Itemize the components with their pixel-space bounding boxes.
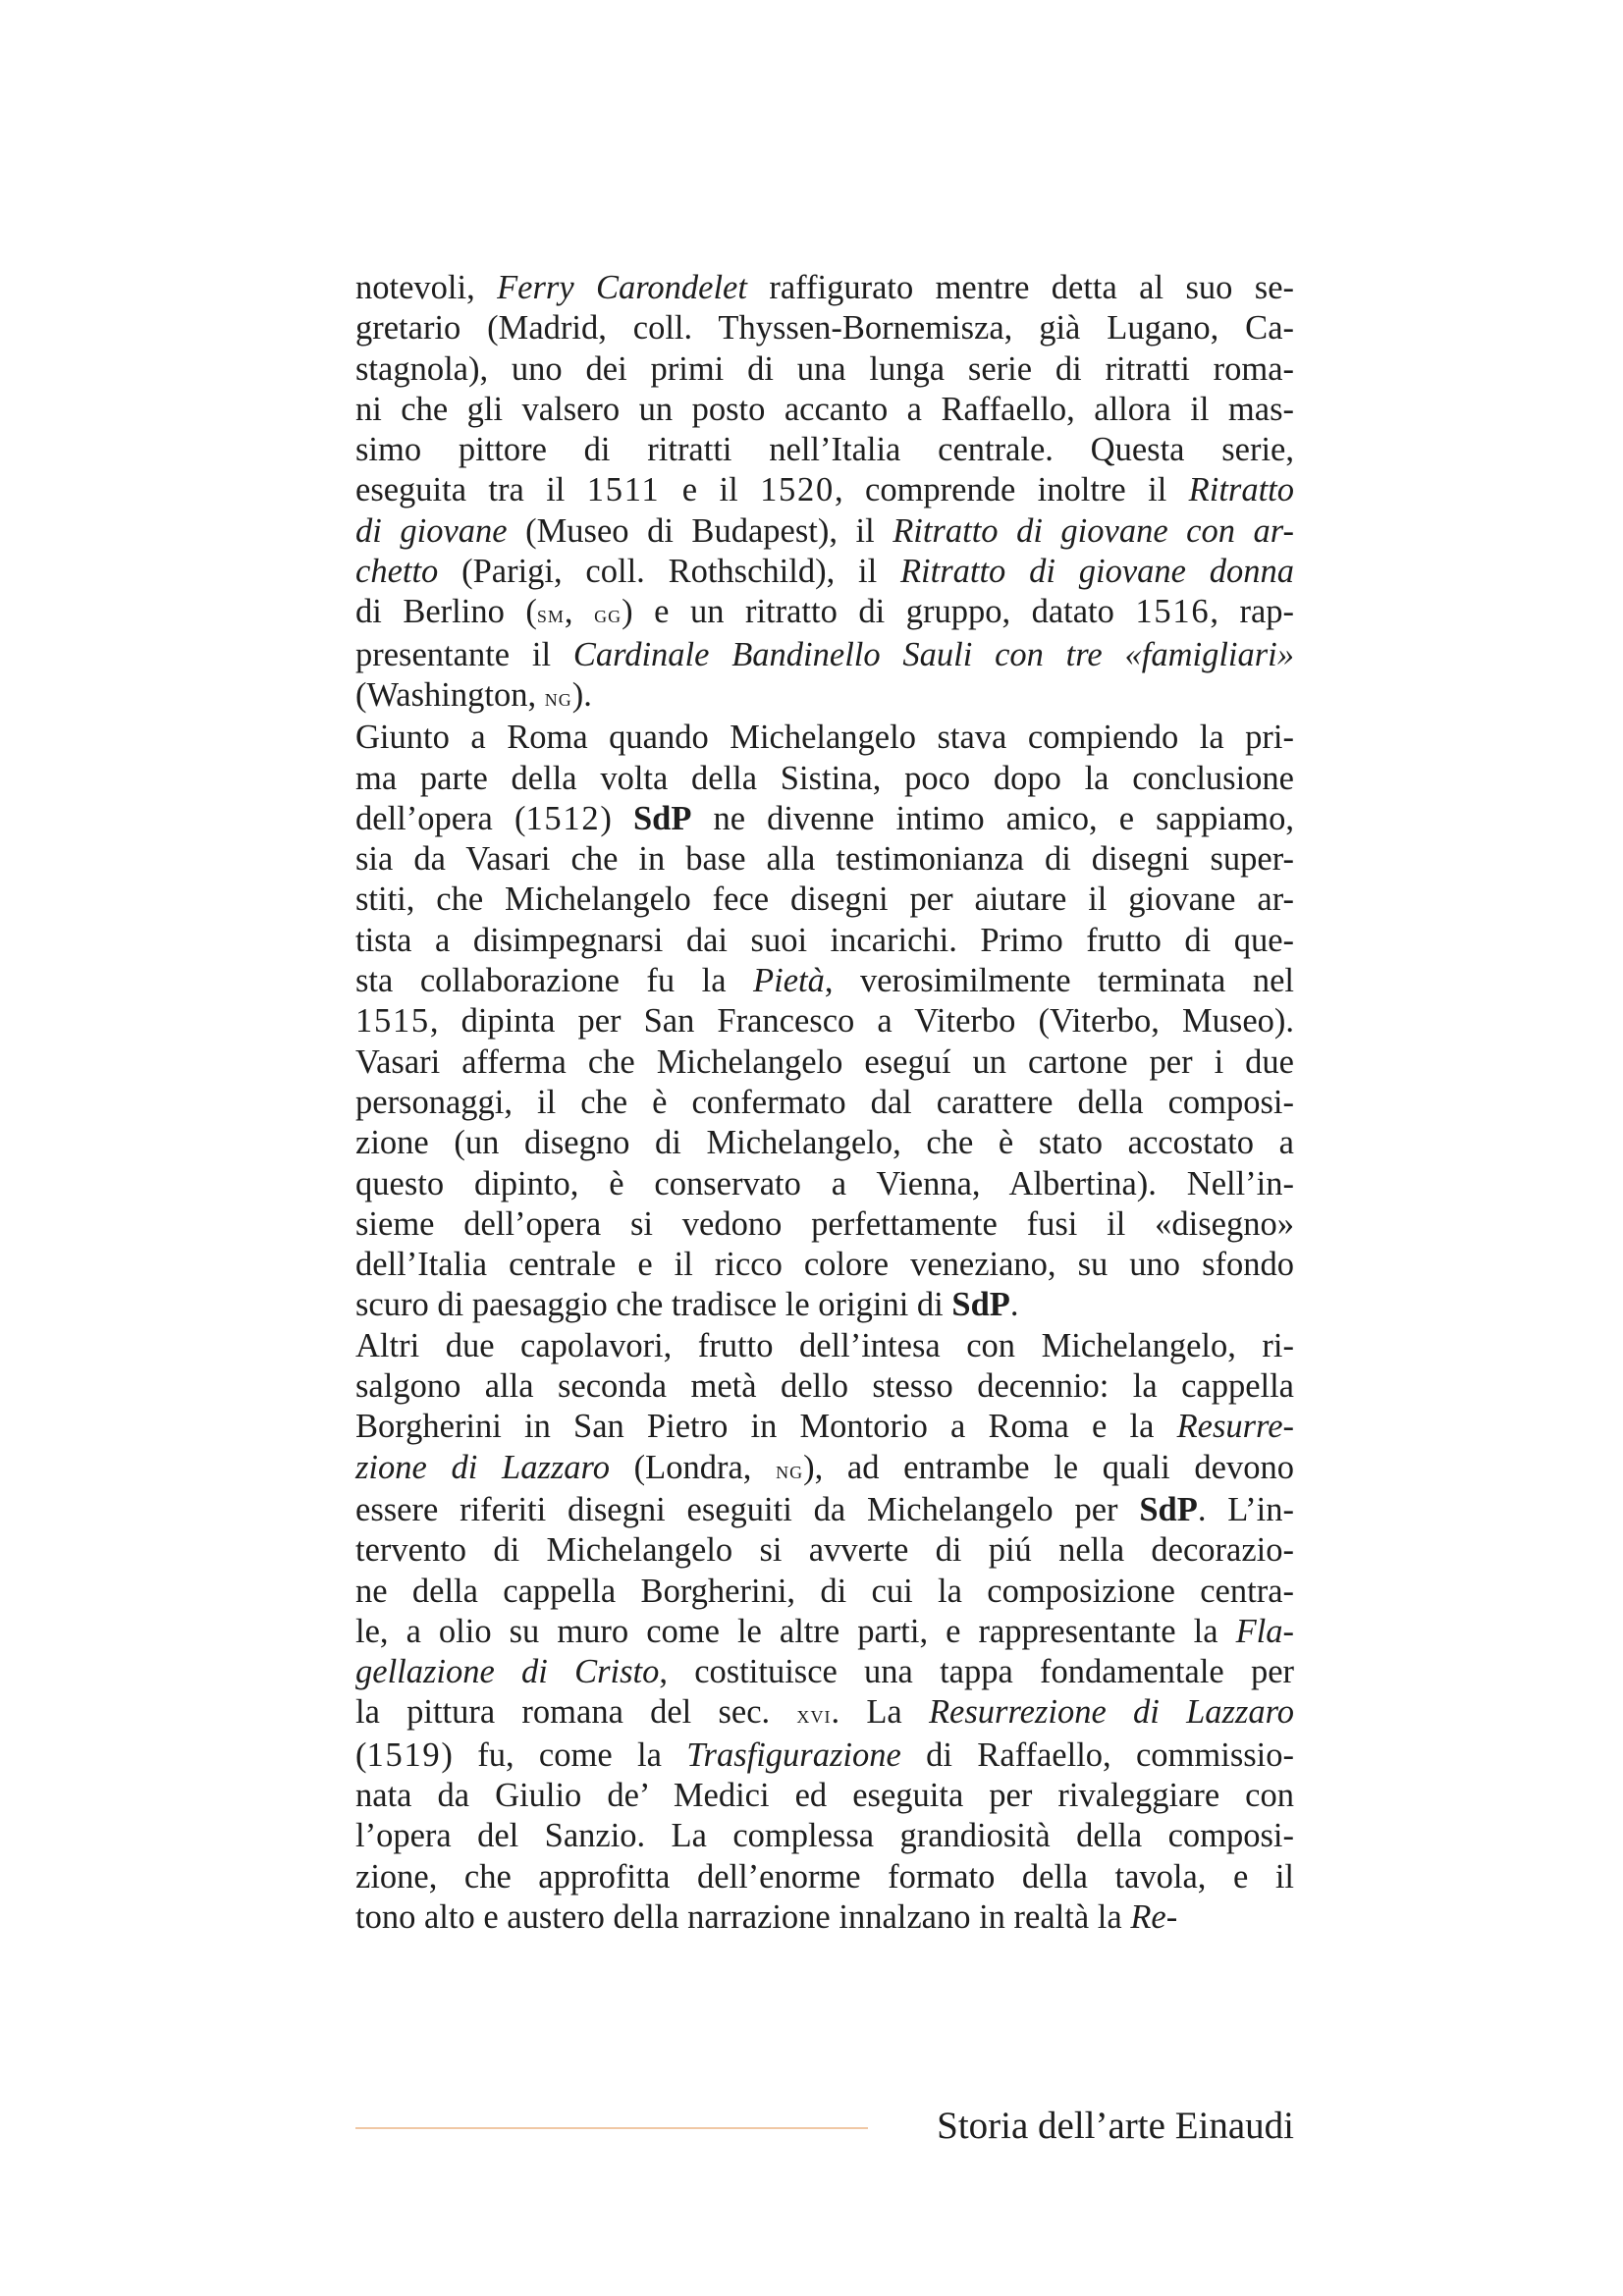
text-line — [355, 880, 1294, 920]
text-run: . — [1009, 1286, 1019, 1324]
text-run: , rap- — [1210, 593, 1294, 631]
text-run: Altri due capolavori, frutto dell’intesa con Michelangelo, ri- — [355, 1326, 1294, 1364]
footer-rule — [355, 2127, 868, 2129]
text-line — [355, 268, 1294, 308]
text-run: 1520 — [760, 471, 835, 509]
text-run: dell’Italia centrale e il ricco colore veneziano, su uno sfondo — [355, 1246, 1294, 1284]
text-line — [355, 430, 1294, 470]
italic-run: di giovane — [355, 511, 508, 550]
text-run: simo pittore di ritratti nell’Italia centrale. Questa serie, — [355, 431, 1294, 469]
text-run: , dipinta per San Francesco a Viterbo (Viterbo, Museo). — [429, 1002, 1294, 1041]
bold-run: SdP — [1139, 1490, 1198, 1528]
text-run: 1516 — [1135, 593, 1211, 631]
text-line — [355, 1042, 1294, 1083]
text-run: . L’in- — [1197, 1490, 1294, 1528]
text-line — [355, 552, 1294, 592]
italic-run: Fla- — [1235, 1612, 1294, 1650]
text-run: ) fu, come la — [441, 1735, 687, 1774]
text-run: personaggi, il che è confermato dal carattere della composi- — [355, 1083, 1294, 1121]
text-run: la pittura romana del sec. — [355, 1693, 797, 1732]
italic-run: Pietà — [753, 962, 825, 1000]
bold-run: SdP — [632, 799, 692, 837]
text-run: e il — [660, 471, 761, 509]
bold-run: SdP — [951, 1286, 1010, 1324]
italic-run: Ritratto — [1188, 471, 1295, 509]
text-run: ne della cappella Borgherini, di cui la composizione centra- — [355, 1572, 1294, 1610]
text-run: (Washington, — [355, 675, 545, 714]
text-line — [355, 1123, 1294, 1163]
text-run: , comprende inoltre il — [834, 471, 1189, 509]
text-line — [355, 1776, 1294, 1816]
text-run: ) e un ritratto di gruppo, datato — [622, 593, 1136, 631]
text-line — [355, 1612, 1294, 1652]
italic-run: Resurre- — [1176, 1408, 1294, 1446]
text-line — [355, 1735, 1294, 1776]
text-run: scuro di paesaggio che tradisce le origini di — [355, 1286, 952, 1324]
text-run: 1519 — [366, 1735, 442, 1774]
text-run: zione (un disegno di Michelangelo, che è stato accostato a — [355, 1124, 1294, 1162]
italic-run: Resurrezione di Lazzaro — [928, 1693, 1295, 1732]
text-line — [355, 961, 1294, 1001]
text-line — [355, 675, 1294, 718]
text-line — [355, 470, 1294, 510]
text-line — [355, 1490, 1294, 1530]
text-line — [355, 635, 1294, 675]
text-run: ). — [571, 675, 592, 714]
text-run: di Raffaello, commissio- — [900, 1735, 1294, 1774]
text-line — [355, 511, 1294, 552]
italic-run: Ritratto di giovane con ar- — [893, 511, 1294, 550]
text-run: sm — [536, 600, 565, 629]
text-run: 1511 — [586, 471, 661, 509]
text-run: eseguita tra il — [355, 471, 587, 509]
text-line — [355, 1407, 1294, 1447]
text-run: sia da Vasari che in base alla testimonianza di disegni super- — [355, 840, 1294, 879]
text-run: (Museo di Budapest), il — [507, 511, 893, 550]
italic-run: Trasfigurazione — [686, 1735, 901, 1774]
text-run: notevoli, — [355, 269, 498, 306]
text-run: , verosimilmente terminata nel — [824, 962, 1294, 1000]
text-run: gg — [594, 600, 622, 629]
text-line — [355, 1164, 1294, 1204]
text-line — [355, 1204, 1294, 1245]
text-run: stiti, che Michelangelo fece disegni per aiutare il giovane ar- — [355, 881, 1294, 919]
text-line — [355, 1816, 1294, 1856]
text-run: sta collaborazione fu la — [355, 962, 754, 1000]
text-run: tista a disimpegnarsi dai suoi incarichi. Primo frutto di que- — [355, 921, 1294, 959]
text-run: , costituisce una tappa fondamentale per — [659, 1653, 1294, 1691]
text-line — [355, 759, 1294, 799]
italic-run: gellazione di Cristo — [355, 1653, 660, 1691]
italic-run: Cardinale Bandinello Sauli con tre «famigliari» — [572, 635, 1295, 673]
text-run: ng — [544, 682, 572, 712]
italic-run: Ferry Carondelet — [497, 269, 747, 306]
text-run: nata da Giulio de’ Medici ed eseguita per rivaleggiare con — [355, 1776, 1294, 1814]
italic-run: Ritratto di giovane donna — [899, 553, 1295, 591]
text-run: 1515 — [355, 1002, 430, 1041]
text-line — [355, 1530, 1294, 1571]
text-run: . La — [831, 1693, 929, 1732]
text-line — [355, 1001, 1294, 1041]
text-run: di Berlino ( — [355, 593, 537, 631]
text-run: ma parte della volta della Sistina, poco dopo la conclusione — [355, 759, 1294, 797]
italic-run: zione di Lazzaro — [355, 1448, 610, 1486]
text-run: tono alto e austero della narrazione innalzano in realtà la — [355, 1897, 1131, 1936]
text-run: ni che gli valsero un posto accanto a Raffaello, allora il mas- — [355, 390, 1294, 428]
text-line — [355, 308, 1294, 348]
text-line — [355, 718, 1294, 758]
text-run: stagnola), uno dei primi di una lunga serie di ritratti roma- — [355, 349, 1294, 388]
text-run: presentante il — [355, 635, 573, 673]
text-run: , — [564, 593, 595, 631]
text-run: zione, che approfitta dell’enorme formato della tavola, e il — [355, 1857, 1294, 1896]
text-run: Vasari afferma che Michelangelo eseguí un cartone per i due — [355, 1042, 1294, 1081]
text-run: dell’opera ( — [355, 799, 526, 837]
text-run: essere riferiti disegni eseguiti da Michelangelo per — [355, 1490, 1140, 1528]
text-run: ( — [355, 1735, 367, 1774]
text-run: xvi — [796, 1700, 832, 1730]
text-line — [355, 349, 1294, 390]
text-run: raffigurato mentre detta al suo se- — [746, 269, 1294, 306]
text-run: ), ad entrambe le quali devono — [803, 1448, 1294, 1486]
text-line — [355, 921, 1294, 961]
text-line — [355, 1326, 1294, 1366]
text-run: gretario (Madrid, coll. Thyssen-Bornemisza, già Lugano, Ca- — [355, 309, 1294, 347]
text-line — [355, 1652, 1294, 1692]
text-line — [355, 1572, 1294, 1612]
text-run: ne divenne intimo amico, e sappiamo, — [691, 799, 1294, 837]
text-line — [355, 592, 1294, 634]
text-run: questo dipinto, è conservato a Vienna, Albertina). Nell’in- — [355, 1164, 1294, 1202]
text-run: (Londra, — [609, 1448, 777, 1486]
body-text — [355, 268, 1294, 1938]
text-run: salgono alla seconda metà dello stesso decennio: la cappella — [355, 1367, 1294, 1406]
text-line — [355, 1366, 1294, 1407]
text-line — [355, 390, 1294, 430]
text-run: Borgherini in San Pietro in Montorio a Roma e la — [355, 1408, 1177, 1446]
text-line — [355, 1448, 1294, 1490]
footer-title: Storia dell’arte Einaudi — [937, 2105, 1294, 2147]
text-line — [355, 839, 1294, 880]
text-line — [355, 1692, 1294, 1735]
text-line — [355, 1897, 1294, 1938]
text-line — [355, 1857, 1294, 1897]
text-line — [355, 799, 1294, 839]
italic-run: chetto — [355, 553, 439, 591]
italic-run: Re- — [1130, 1897, 1178, 1936]
text-run: ng — [776, 1455, 804, 1484]
text-run: Giunto a Roma quando Michelangelo stava compiendo la pri- — [355, 719, 1294, 757]
text-run: l’opera del Sanzio. La complessa grandiosità della composi- — [355, 1817, 1294, 1855]
text-run: tervento di Michelangelo si avverte di piú nella decorazio- — [355, 1531, 1294, 1570]
text-line — [355, 1285, 1294, 1325]
text-run: le, a olio su muro come le altre parti, e rappresentante la — [355, 1612, 1236, 1650]
text-run: ) — [600, 799, 633, 837]
text-run: 1512 — [525, 799, 601, 837]
text-run: (Parigi, coll. Rothschild), il — [438, 553, 900, 591]
text-run: sieme dell’opera si vedono perfettamente fusi il «disegno» — [355, 1204, 1294, 1243]
text-line — [355, 1245, 1294, 1285]
text-line — [355, 1083, 1294, 1123]
